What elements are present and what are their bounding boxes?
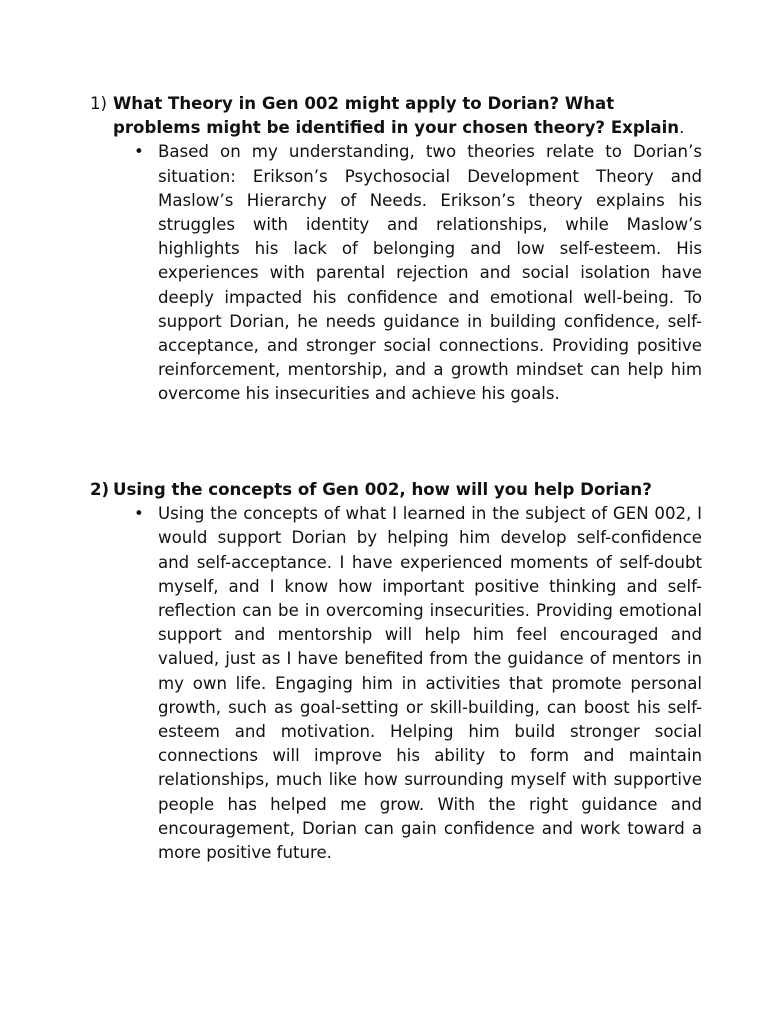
question-2-answer-text: Using the concepts of what I learned in the subject of GEN 002, I would support Dorian by helping him develop self-confidence and self-acceptance. I have experienced moments of self-doubt myself, and I know how important positive thinking and self-reflection can be in overcoming insecurities. Providing emotional support and mentorship will help him feel encouraged and valued, just as I have benefited from the guidance of mentors in my own life. Engaging him in activities that promote personal growth, such as goal-setting or skill-building, can boost his self-esteem and motivation. Helping him build stronger social connections will improve his ability to form and maintain relationships, much like how surrounding myself with supportive people has helped me grow. With the right guidance and encouragement, Dorian can gain confidence and work toward a more positive future. — [158, 504, 702, 863]
question-2 — [90, 478, 702, 865]
bullet-icon: • — [134, 504, 144, 524]
question-1-heading — [90, 92, 702, 140]
question-1-answer-text: Based on my understanding, two theories relate to Dorian’s situation: Erikson’s Psychosocial Development Theory and Maslow’s Hierarchy of Needs. Erikson’s theory explains his struggles with identity and relationships, while Maslow’s highlights his lack of belonging and low self-esteem. His experiences with parental rejection and social isolation have deeply impacted his confidence and emotional well-being. To support Dorian, he needs guidance in building confidence, self-acceptance, and stronger social connections. Providing positive reinforcement, mentorship, and a growth mindset can help him overcome his insecurities and achieve his goals. — [158, 142, 702, 404]
question-2-number: 2) — [90, 480, 110, 499]
bullet-icon: • — [134, 142, 144, 162]
question-1-answer — [90, 140, 702, 406]
question-2-heading — [90, 478, 702, 502]
question-1-heading-text: What Theory in Gen 002 might apply to Dorian? What problems might be identified in your chosen theory? Explain — [113, 94, 680, 138]
question-1-number: 1) — [90, 94, 108, 113]
question-1 — [90, 92, 702, 407]
question-2-answer — [90, 502, 702, 865]
question-1-heading-tail: . — [679, 118, 685, 138]
question-2-heading-text: Using the concepts of Gen 002, how will you help Dorian? — [113, 480, 652, 499]
